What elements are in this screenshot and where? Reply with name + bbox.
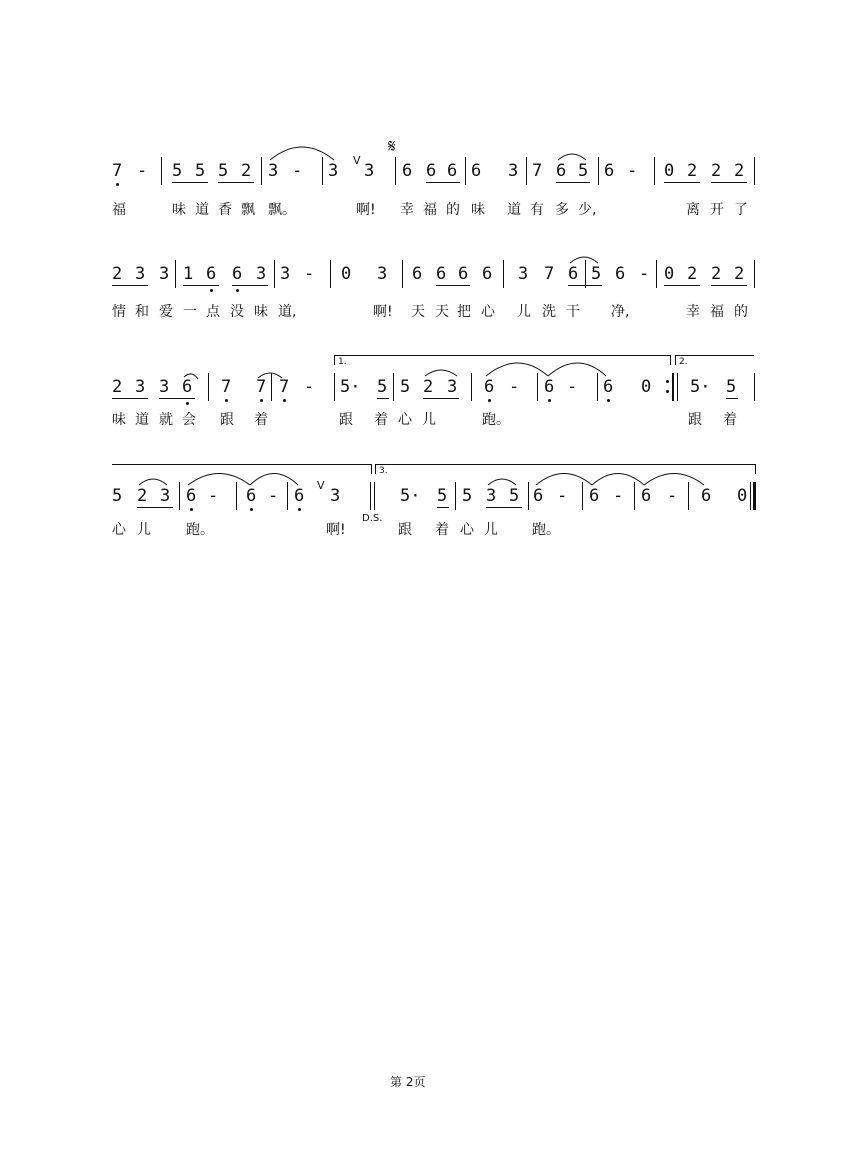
note: 5 bbox=[195, 161, 206, 181]
note: 5· bbox=[340, 377, 361, 397]
lyric: 着 bbox=[374, 412, 388, 428]
lyric: 少, bbox=[578, 202, 597, 218]
slur bbox=[570, 257, 598, 263]
note: 5 bbox=[172, 161, 183, 181]
lyric: 爱 bbox=[159, 304, 173, 320]
tie bbox=[270, 147, 334, 160]
note: 5 bbox=[377, 377, 388, 397]
lyric: 开 bbox=[710, 202, 724, 218]
lyric: 会 bbox=[182, 412, 196, 428]
lyric: 跟 bbox=[220, 412, 234, 428]
note: 7 bbox=[544, 264, 555, 284]
note: 7 bbox=[279, 377, 290, 397]
note: 3 bbox=[268, 161, 279, 181]
lyric: 干 bbox=[566, 304, 580, 320]
note: 6 bbox=[603, 377, 614, 397]
note-dash: - bbox=[509, 377, 520, 397]
note: 6 bbox=[447, 161, 458, 181]
lyric: 多 bbox=[555, 202, 569, 218]
note: 6 bbox=[294, 486, 305, 506]
dal-segno-label: D.S. bbox=[362, 513, 383, 524]
note: 6 bbox=[701, 486, 712, 506]
lyric: 啊! bbox=[356, 202, 376, 218]
lyric: 离 bbox=[686, 202, 700, 218]
lyric: 儿 bbox=[137, 522, 151, 538]
note: 0 bbox=[664, 161, 675, 181]
volta-label-3: 3. bbox=[379, 466, 388, 476]
tie bbox=[536, 474, 592, 486]
note: 6 bbox=[544, 377, 555, 397]
lyric: 有 bbox=[530, 202, 544, 218]
note: 5 bbox=[437, 486, 448, 506]
note: 6 bbox=[426, 161, 437, 181]
note: 0 bbox=[664, 264, 675, 284]
note: 3 bbox=[160, 486, 171, 506]
lyric: 着 bbox=[254, 412, 268, 428]
note: 0 bbox=[641, 377, 652, 397]
note-dash: - bbox=[567, 377, 578, 397]
lyric: 心 bbox=[112, 522, 126, 538]
note: 3 bbox=[330, 486, 341, 506]
note-dash: - bbox=[292, 161, 303, 181]
lyric: 儿 bbox=[422, 412, 436, 428]
note: 6 bbox=[533, 486, 544, 506]
note: 2 bbox=[711, 264, 722, 284]
lyric: 福 bbox=[112, 202, 126, 218]
breath-mark: V bbox=[317, 479, 325, 492]
note: 2 bbox=[241, 161, 252, 181]
note: 6 bbox=[412, 264, 423, 284]
note-dash: - bbox=[557, 486, 568, 506]
slur bbox=[139, 479, 167, 485]
lyric: 儿 bbox=[484, 522, 498, 538]
note: 6 bbox=[615, 264, 626, 284]
note: 5 bbox=[591, 264, 602, 284]
lyric: 跑。 bbox=[186, 522, 214, 538]
lyric: 香 bbox=[218, 202, 232, 218]
note: 2 bbox=[734, 264, 745, 284]
tie bbox=[548, 363, 606, 376]
tie bbox=[486, 363, 548, 376]
note: 2 bbox=[687, 264, 698, 284]
tie bbox=[250, 474, 298, 486]
note: 6 bbox=[402, 161, 413, 181]
lyric: 啊! bbox=[373, 304, 393, 320]
note: 2 bbox=[734, 161, 745, 181]
note: 7 bbox=[221, 377, 232, 397]
lyric: 的 bbox=[734, 304, 748, 320]
lyric: 着 bbox=[723, 412, 737, 428]
lyric: 天 bbox=[411, 304, 425, 320]
lyric: 道 bbox=[507, 202, 521, 218]
lyric: 天 bbox=[435, 304, 449, 320]
lyric: 着 bbox=[435, 522, 449, 538]
lyric: 跑。 bbox=[482, 412, 510, 428]
lyric: 幸 bbox=[400, 202, 414, 218]
note: 5· bbox=[690, 377, 711, 397]
note: 3 bbox=[135, 377, 146, 397]
note: 6 bbox=[182, 377, 193, 397]
tie bbox=[258, 373, 282, 378]
note: 6 bbox=[436, 264, 447, 284]
slur bbox=[558, 154, 586, 160]
note: 6 bbox=[246, 486, 257, 506]
lyric: 幸 bbox=[686, 304, 700, 320]
note: 6 bbox=[484, 377, 495, 397]
lyric: 跟 bbox=[688, 412, 702, 428]
lyric: 福 bbox=[423, 202, 437, 218]
note: 3 bbox=[280, 264, 291, 284]
slur bbox=[184, 374, 198, 379]
note: 3 bbox=[518, 264, 529, 284]
note: 3 bbox=[364, 161, 375, 181]
note-dash: - bbox=[304, 377, 315, 397]
note: 3 bbox=[377, 264, 388, 284]
note: 6 bbox=[604, 161, 615, 181]
lyric: 一 bbox=[183, 304, 197, 320]
lyric: 情 bbox=[112, 304, 126, 320]
note: 0 bbox=[341, 264, 352, 284]
note-dash: - bbox=[627, 161, 638, 181]
volta-label-2: 2. bbox=[679, 357, 688, 367]
note: 2 bbox=[137, 486, 148, 506]
lyric: 味 bbox=[112, 412, 126, 428]
lyric: 道 bbox=[135, 412, 149, 428]
note: 5 bbox=[112, 486, 123, 506]
note: 3 bbox=[508, 161, 519, 181]
note: 6 bbox=[589, 486, 600, 506]
note: 6 bbox=[556, 161, 567, 181]
note: 6 bbox=[482, 264, 493, 284]
lyric: 心 bbox=[481, 304, 495, 320]
lyric: 跑。 bbox=[532, 522, 560, 538]
lyric: 道 bbox=[195, 202, 209, 218]
lyric: 净, bbox=[611, 304, 630, 320]
note: 6 bbox=[641, 486, 652, 506]
lyric: 心 bbox=[460, 522, 474, 538]
lyric: 点 bbox=[206, 304, 220, 320]
note: 3 bbox=[256, 264, 267, 284]
note: 0 bbox=[737, 486, 748, 506]
lyric: 没 bbox=[230, 304, 244, 320]
note: 5 bbox=[400, 377, 411, 397]
note-dash: - bbox=[304, 264, 315, 284]
note-dash: - bbox=[268, 486, 279, 506]
lyric: 道, bbox=[278, 304, 297, 320]
lyric: 味 bbox=[254, 304, 268, 320]
lyric: 跟 bbox=[398, 522, 412, 538]
lyric: 味 bbox=[172, 202, 186, 218]
lyric: 洗 bbox=[542, 304, 556, 320]
tie bbox=[644, 474, 704, 486]
lyric: 味 bbox=[471, 202, 485, 218]
note: 5· bbox=[400, 486, 421, 506]
note: 7 bbox=[256, 377, 267, 397]
note: 2 bbox=[423, 377, 434, 397]
note: 6 bbox=[471, 161, 482, 181]
note: 3 bbox=[159, 377, 170, 397]
note: 6 bbox=[186, 486, 197, 506]
tie bbox=[188, 474, 250, 486]
note: 3 bbox=[135, 264, 146, 284]
note-dash: - bbox=[613, 486, 624, 506]
lyric: 飘 bbox=[241, 202, 255, 218]
note: 1 bbox=[183, 264, 194, 284]
note: 5 bbox=[218, 161, 229, 181]
note: 7 bbox=[112, 161, 123, 181]
note: 2 bbox=[112, 264, 123, 284]
lyric: 的 bbox=[446, 202, 460, 218]
volta-label-1: 1. bbox=[338, 357, 347, 367]
note: 6 bbox=[206, 264, 217, 284]
segno-sign: 𝄋 bbox=[388, 136, 396, 157]
note: 3 bbox=[328, 161, 339, 181]
breath-mark: V bbox=[353, 154, 361, 167]
note: 5 bbox=[578, 161, 589, 181]
note: 2 bbox=[112, 377, 123, 397]
lyric: 啊! bbox=[326, 522, 346, 538]
note: 3 bbox=[159, 264, 170, 284]
note: 7 bbox=[532, 161, 543, 181]
note-dash: - bbox=[208, 486, 219, 506]
note: 6 bbox=[568, 264, 579, 284]
note-dash: - bbox=[137, 161, 148, 181]
note: 3 bbox=[447, 377, 458, 397]
slur bbox=[488, 479, 516, 485]
lyric: 福 bbox=[710, 304, 724, 320]
note: 5 bbox=[462, 486, 473, 506]
page-number: 第 2页 bbox=[390, 1075, 426, 1089]
lyric: 就 bbox=[159, 412, 173, 428]
lyric: 飘。 bbox=[268, 202, 296, 218]
note: 3 bbox=[486, 486, 497, 506]
lyric: 和 bbox=[135, 304, 149, 320]
note: 6 bbox=[232, 264, 243, 284]
note: 5 bbox=[726, 377, 737, 397]
lyric: 儿 bbox=[517, 304, 531, 320]
lyric: 把 bbox=[457, 304, 471, 320]
note: 2 bbox=[687, 161, 698, 181]
lyric: 了 bbox=[734, 202, 748, 218]
lyric: 心 bbox=[398, 412, 412, 428]
note: 2 bbox=[711, 161, 722, 181]
tie bbox=[592, 474, 644, 486]
note: 5 bbox=[509, 486, 520, 506]
note-dash: - bbox=[667, 486, 678, 506]
lyric: 跟 bbox=[339, 412, 353, 428]
note: 6 bbox=[458, 264, 469, 284]
note-dash: - bbox=[639, 264, 650, 284]
slur bbox=[425, 370, 457, 376]
